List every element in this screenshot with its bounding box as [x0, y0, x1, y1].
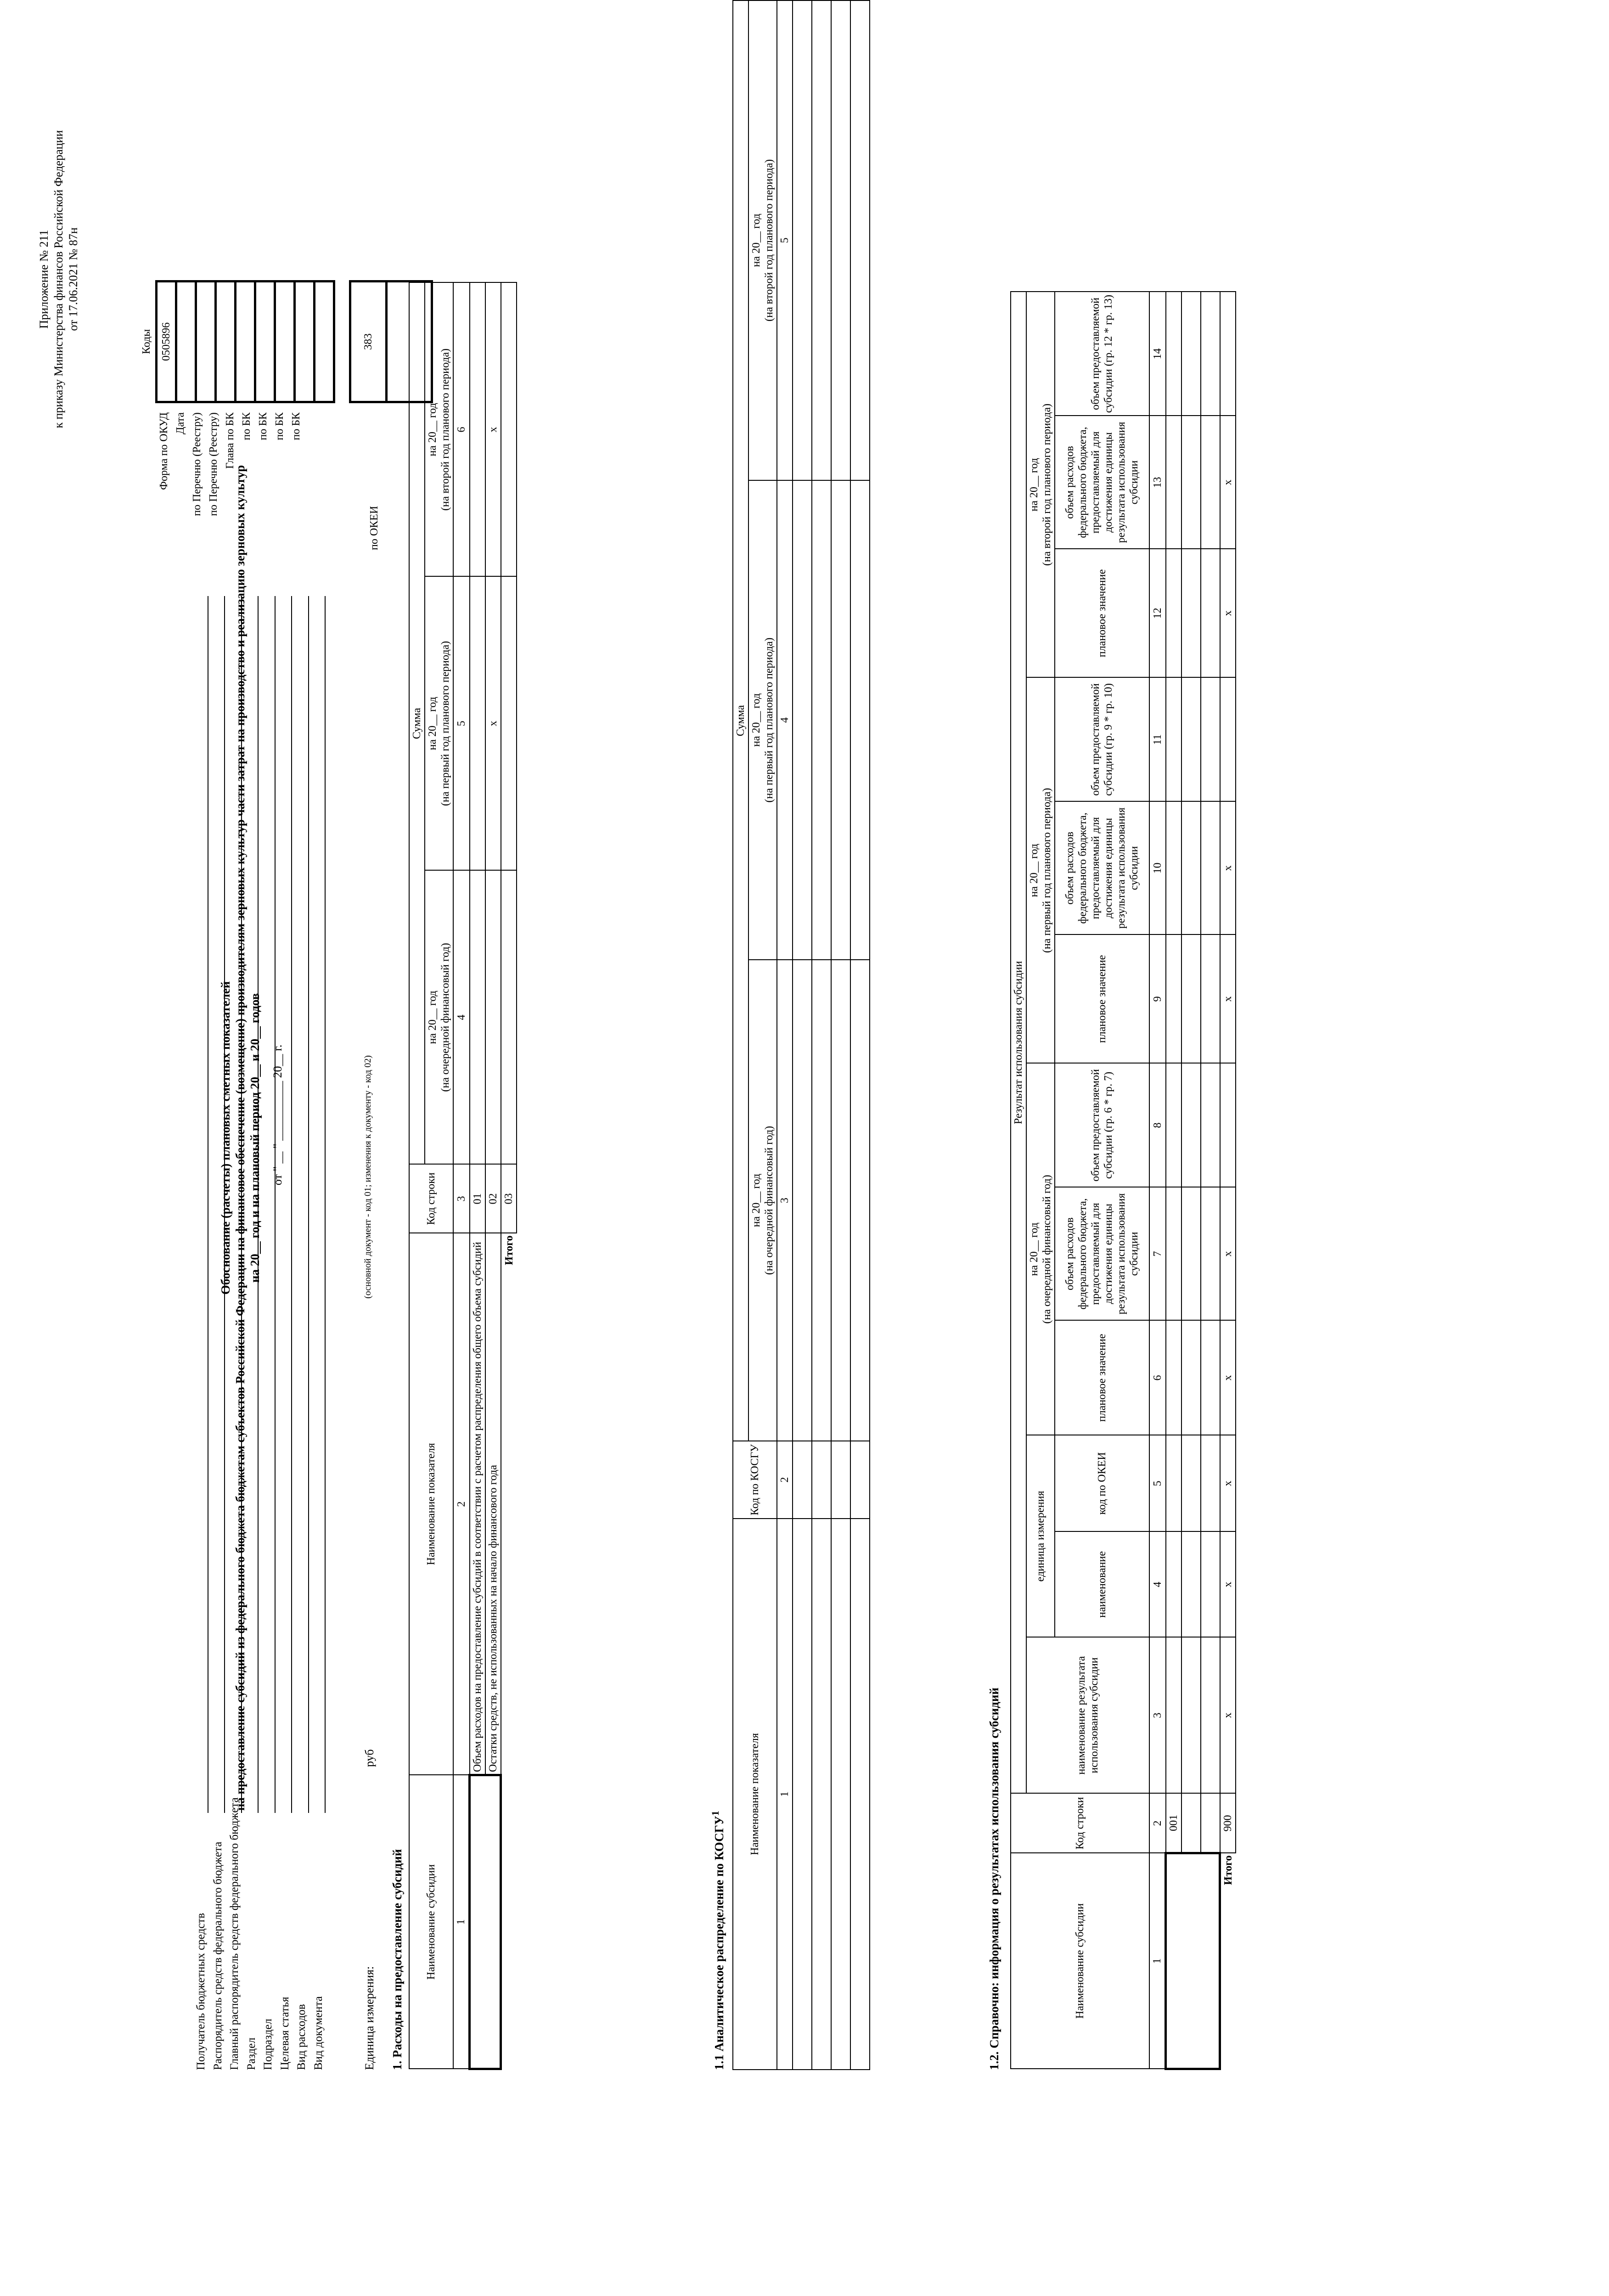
codes-label-bk-3: по БК [274, 412, 286, 440]
field-line [258, 596, 259, 1813]
table-cell [1201, 1435, 1220, 1532]
col-number: 2 [453, 1233, 470, 1775]
section-1-title: 1. Расходы на предоставление субсидий [390, 1849, 404, 2070]
header-field-subsection: Подраздел [262, 2019, 274, 2070]
col-year-1: на 20__ год (на очередной финансовый год) [425, 871, 453, 1165]
col-number: 4 [777, 480, 793, 960]
col-number: 3 [453, 1165, 470, 1233]
total-label: Итого [503, 1235, 515, 1265]
total-mark [1220, 1064, 1236, 1187]
table-cell [1201, 678, 1220, 802]
header-field-chief-manager: Главный распорядитель средств федерального бюджета [228, 1797, 241, 2070]
table-cell [1201, 549, 1220, 678]
table-cell [1166, 292, 1181, 416]
codes-label-bk-4: по БК [290, 412, 302, 440]
col-number: 13 [1149, 416, 1166, 549]
table-cell [1166, 802, 1181, 935]
header-field-recipient: Получатель бюджетных средств [195, 1913, 207, 2070]
document-type-note: (основной документ - код 01; изменения к документу - код 02) [363, 1055, 373, 1299]
approval-line-3: от 17.06.2021 № 87н [67, 227, 80, 331]
table-cell [1201, 1638, 1220, 1794]
col-number: 5 [1149, 1435, 1166, 1532]
total-mark [1220, 292, 1236, 416]
field-line [275, 596, 276, 1813]
subsidy-name-cell [1166, 1853, 1220, 2069]
table-cell [1166, 1321, 1181, 1435]
table-cell [850, 1519, 870, 2070]
total-mark [1220, 678, 1236, 802]
table-cell [812, 0, 831, 480]
col-year-1: на 20__ год (на очередной финансовый год) [748, 960, 777, 1441]
col-number: 3 [777, 960, 793, 1441]
bk-code-4 [315, 281, 334, 402]
table-cell [1201, 1321, 1220, 1435]
header-field-expense-type: Вид расходов [295, 2004, 308, 2070]
table-cell [831, 960, 850, 1441]
bk-code-2 [275, 281, 295, 402]
table-cell [470, 871, 485, 1165]
codes-box [138, 280, 335, 403]
registry-code-2 [216, 281, 236, 402]
col-year-2: на 20__ год (на первый год планового периода) [1026, 678, 1055, 1064]
col-number: 5 [453, 577, 470, 871]
okei-label: по ОКЕИ [368, 506, 380, 550]
table-expenses [409, 282, 517, 2071]
table-cell [1181, 1794, 1201, 1853]
table-cell [812, 1519, 831, 2070]
field-line [241, 596, 242, 1813]
col-number: 14 [1149, 292, 1166, 416]
table-cell [1166, 549, 1181, 678]
col-number: 11 [1149, 678, 1166, 802]
table-cell [1166, 678, 1181, 802]
codes-label-registry-2: по Перечню (Реестру) [208, 412, 219, 516]
col-number: 4 [453, 871, 470, 1165]
section-1-1-title: 1.1 Аналитическое распределение по КОСГУ$^1$ [709, 1811, 726, 2070]
field-line [291, 596, 292, 1813]
col-number: 3 [1149, 1638, 1166, 1794]
table-cell [1201, 1532, 1220, 1638]
table-cell: x [485, 577, 501, 871]
chapter-code [236, 281, 255, 402]
table-cell [1166, 935, 1181, 1064]
table-cell: x [485, 283, 501, 577]
codes-label-chapter: Глава по БК [224, 412, 236, 469]
col-number: 6 [453, 283, 470, 577]
col-subsidy-name: Наименование субсидии [1011, 1853, 1149, 2069]
col-number: 4 [1149, 1532, 1166, 1638]
table-cell [812, 1441, 831, 1519]
table-cell [1181, 1064, 1201, 1187]
title-line-1: Обоснование (расчеты) плановых сметных показателей [219, 981, 232, 1295]
table-cell [1201, 1794, 1220, 1853]
total-mark: x [1220, 549, 1236, 678]
total-mark: x [1220, 1638, 1236, 1794]
approval-block [37, 114, 81, 445]
bk-code-3 [295, 281, 315, 402]
table-cell [1201, 1064, 1220, 1187]
table-cell [1166, 1532, 1181, 1638]
col-plan-3: плановое значение [1055, 549, 1149, 678]
col-plan-2: плановое значение [1055, 935, 1149, 1064]
table-cell [1181, 1638, 1201, 1794]
col-year-3: на 20__ год (на второй год планового периода) [1026, 292, 1055, 678]
table-cell [1181, 1321, 1201, 1435]
table-cell [1181, 802, 1201, 935]
total-cell [501, 283, 517, 577]
col-unit-group: единица измерения [1026, 1435, 1055, 1638]
total-cell [501, 871, 517, 1165]
table-row-code: 02 [485, 1165, 501, 1233]
table-cell [1181, 1187, 1201, 1321]
col-volume-1: объем предоставляемой субсидии (гр. 6 * гр. 7) [1055, 1064, 1149, 1187]
document-date: от " __ " __________ 20__ г. [271, 1044, 284, 1186]
col-number: 2 [777, 1441, 793, 1519]
table-cell [831, 480, 850, 960]
field-line [325, 596, 326, 1813]
col-year-3: на 20__ год (на второй год планового периода) [748, 0, 777, 480]
table-cell [485, 871, 501, 1165]
table-cell [1166, 1064, 1181, 1187]
table-cell [1181, 292, 1201, 416]
col-indicator: Наименование показателя [409, 1233, 453, 1775]
header-field-manager: Распорядитель средств федерального бюджета [211, 1841, 224, 2070]
col-sum: Сумма [733, 0, 748, 1441]
table-cell [850, 480, 870, 960]
table-cell [1181, 1435, 1201, 1532]
table-results [1010, 292, 1236, 2071]
table-cell [1181, 416, 1201, 549]
table-cell [1201, 1187, 1220, 1321]
col-number: 5 [777, 0, 793, 480]
col-year-2: на 20__ год (на первый год планового периода) [748, 480, 777, 960]
col-number: 9 [1149, 935, 1166, 1064]
col-cost-2: объем расходов федерального бюджета, предоставляемый для достижения единицы результата использования субсидии [1055, 802, 1149, 935]
total-mark: x [1220, 416, 1236, 549]
table-cell [1166, 1187, 1181, 1321]
table-cell [1181, 1532, 1201, 1638]
total-mark: x [1220, 1321, 1236, 1435]
registry-code-1 [196, 281, 216, 402]
col-volume-3: объем предоставляемой субсидии (гр. 12 * гр. 13) [1055, 292, 1149, 416]
codes-label-okud: Форма по ОКУД [158, 412, 170, 490]
codes-header: Коды [138, 281, 157, 402]
section-1-2-title: 1.2. Справочно: информация о результатах использования субсидий [987, 1688, 1001, 2070]
bk-code-1 [255, 281, 275, 402]
table-cell [812, 480, 831, 960]
approval-line-1: Приложение № 211 [37, 230, 51, 329]
col-number: 1 [777, 1519, 793, 2070]
title-line-3: на 20__ год и на плановый период 20__ и 20__ годов [248, 993, 262, 1283]
table-cell [793, 0, 812, 480]
table-cell [793, 480, 812, 960]
table-row-indicator: Объем расходов на предоставление субсидий в соответствии с расчетом распределения общего объема субсидий [470, 1233, 485, 1775]
table-cell [793, 1519, 812, 2070]
col-row-code: Код строки [409, 1165, 453, 1233]
okud-code: 0505896 [157, 281, 176, 402]
col-number: 7 [1149, 1187, 1166, 1321]
header-field-document-type: Вид документа [312, 1996, 325, 2070]
total-mark: x [1220, 802, 1236, 935]
col-result-group: Результат использования субсидии [1011, 292, 1026, 1794]
col-cost-1: объем расходов федерального бюджета, предоставляемый для достижения единицы результата использования субсидии [1055, 1187, 1149, 1321]
codes-label-bk-1: по БК [241, 412, 253, 440]
table-cell [1201, 292, 1220, 416]
header-fields [193, 1797, 327, 2070]
codes-label-date: Дата [174, 412, 186, 434]
col-number: 12 [1149, 549, 1166, 678]
col-result-name: наименование результата использования субсидии [1026, 1638, 1149, 1794]
col-number: 8 [1149, 1064, 1166, 1187]
total-mark: x [1220, 1435, 1236, 1532]
table-cell [831, 0, 850, 480]
col-unit-name: наименование [1055, 1532, 1149, 1638]
table-cell [1181, 935, 1201, 1064]
col-year-3: на 20__ год (на второй год планового периода) [425, 283, 453, 577]
col-subsidy-name: Наименование субсидии [409, 1775, 453, 2069]
table-cell [1181, 549, 1201, 678]
col-plan-1: плановое значение [1055, 1321, 1149, 1435]
col-row-code: Код строки [1011, 1794, 1149, 1853]
table-cell [1201, 935, 1220, 1064]
table-cell [793, 960, 812, 1441]
table-cell [812, 960, 831, 1441]
total-label: Итого [1222, 1855, 1234, 1885]
col-indicator: Наименование показателя [733, 1519, 777, 2070]
col-number: 2 [1149, 1794, 1166, 1853]
table-cell [1201, 802, 1220, 935]
table-row-indicator: Остатки средств, не использованных на начало финансового года [485, 1233, 501, 1775]
unit-value: руб [363, 1749, 376, 1767]
title-line-2: на предоставление субсидий из федерального бюджета бюджетам субъектов Российской Федерации на финансовое обеспечение (возмещение) производителям зерновых культур части затрат на производство и реализацию зерновых культур [233, 465, 247, 1811]
total-mark: x [1220, 1187, 1236, 1321]
approval-line-2: к приказу Министерства финансов Российской Федерации [52, 130, 65, 428]
okei-code: 383 [350, 281, 387, 402]
field-line [308, 596, 309, 1813]
codes-label-bk-2: по БК [257, 412, 269, 440]
table-kosgu [732, 0, 870, 2070]
col-year-2: на 20__ год (на первый год планового периода) [425, 577, 453, 871]
date-code [176, 281, 196, 402]
total-cell [501, 577, 517, 871]
total-code: 03 [501, 1165, 517, 1233]
col-year-1: на 20__ год (на очередной финансовый год) [1026, 1064, 1055, 1435]
table-cell [793, 1441, 812, 1519]
table-cell [1166, 416, 1181, 549]
col-volume-2: объем предоставляемой субсидии (гр. 9 * гр. 10) [1055, 678, 1149, 802]
table-cell [1166, 1435, 1181, 1532]
total-mark: x [1220, 935, 1236, 1064]
header-field-target-article: Целевая статья [278, 1997, 291, 2070]
header-field-section: Раздел [245, 2037, 258, 2070]
table-cell [470, 283, 485, 577]
col-number: 1 [1149, 1853, 1166, 2069]
table-cell [831, 1519, 850, 2070]
col-number: 10 [1149, 802, 1166, 935]
table-cell [850, 960, 870, 1441]
table-cell [850, 0, 870, 480]
table-row-code: 001 [1166, 1794, 1181, 1853]
col-sum: Сумма [409, 283, 425, 1165]
col-unit-okei: код по ОКЕИ [1055, 1435, 1149, 1532]
table-row-code: 01 [470, 1165, 485, 1233]
field-line [224, 596, 225, 1813]
col-number: 1 [453, 1775, 470, 2069]
subsidy-name-cell [470, 1775, 501, 2069]
col-kosgu: Код по КОСГУ [733, 1441, 777, 1519]
col-number: 6 [1149, 1321, 1166, 1435]
table-cell [1166, 1638, 1181, 1794]
table-cell [1181, 678, 1201, 802]
unit-label: Единица измерения: [363, 1966, 376, 2070]
total-code: 900 [1220, 1794, 1236, 1853]
table-cell [831, 1441, 850, 1519]
total-mark: x [1220, 1532, 1236, 1638]
col-cost-3: объем расходов федерального бюджета, предоставляемый для достижения единицы результата использования субсидии [1055, 416, 1149, 549]
table-cell [850, 1441, 870, 1519]
table-cell [1201, 416, 1220, 549]
codes-label-registry-1: по Перечню (Реестру) [191, 412, 203, 516]
table-cell [470, 577, 485, 871]
